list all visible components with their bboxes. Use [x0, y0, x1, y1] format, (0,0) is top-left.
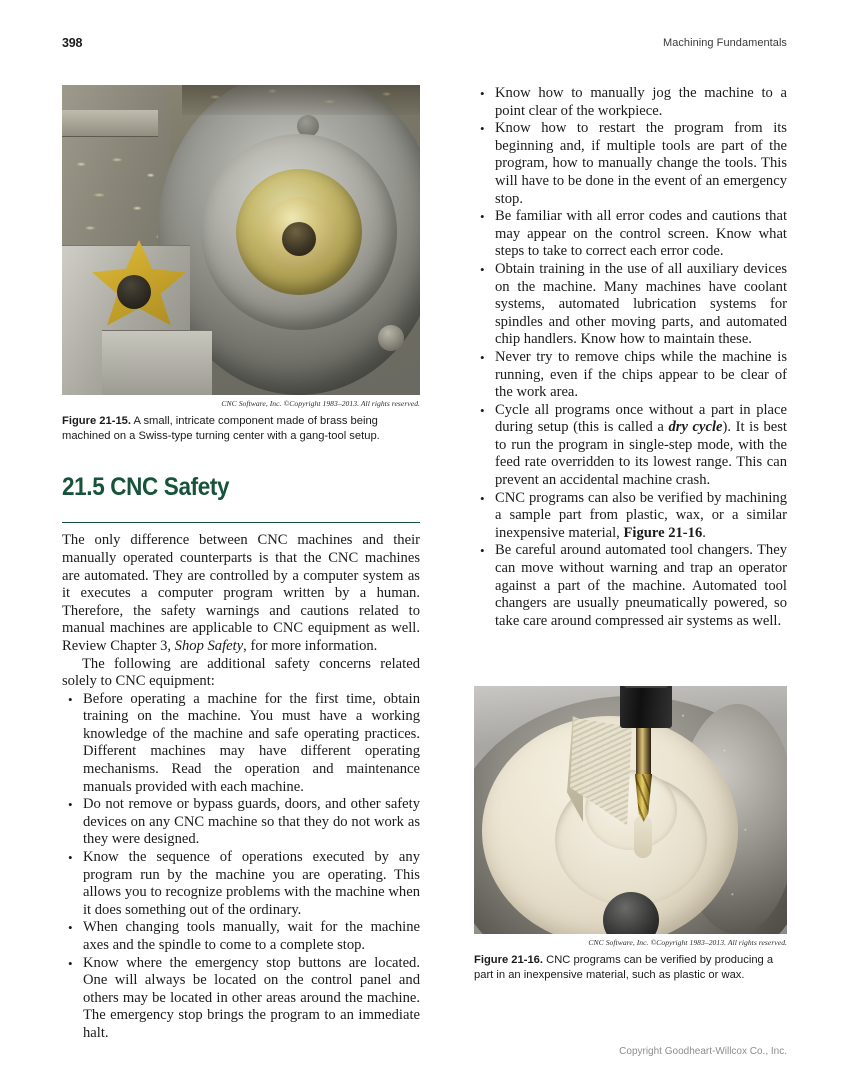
safety-list-left — [62, 691, 420, 1043]
bullet-guards: • Do not remove or bypass guards, doors, and other safety devices on any CNC machine so that they do not work as they were designed. — [62, 796, 420, 849]
page-footer-copyright: Copyright Goodheart-Willcox Co., Inc. — [619, 1046, 787, 1057]
lead-in-paragraph: The following are additional safety concerns related solely to CNC equipment: — [62, 655, 420, 690]
bullet-error-codes: • Be familiar with all error codes and cautions that may appear on the control screen. Know what steps to take to correct each error code. — [474, 208, 787, 261]
bullet-training: • Before operating a machine for the first time, obtain training on the machine. You must have a working knowledge of the machine and safe operating practices. Different machines may have different operating mechanisms. Read the operation and maintenance manuals provided with each machine. — [62, 691, 420, 797]
left-column — [62, 85, 420, 1043]
figure-21-16-reference: Figure 21-16 — [623, 524, 703, 541]
right-column — [474, 85, 787, 982]
plastic-chip — [634, 816, 652, 858]
figure-21-16-caption — [474, 953, 787, 984]
figure-21-16-credit: CNC Software, Inc. ©Copyright 1983–2013. All rights reserved. — [588, 938, 787, 947]
figure-21-15-photo — [62, 85, 420, 395]
dry-cycle-emphasis: dry cycle — [668, 419, 723, 436]
end-mill-shank — [636, 722, 651, 778]
figure-21-15-caption-text: A small, intricate component made of brass being machined on a Swiss-type turning center with a gang-tool setup. — [62, 415, 380, 443]
dry-cycle-text-before: Cycle all programs once without a part in place during setup (this is called a — [495, 401, 787, 436]
spindle-nose — [624, 686, 668, 688]
section-heading: 21.5 CNC Safety — [62, 472, 230, 501]
figure-21-16 — [474, 686, 787, 984]
lower-tool-block — [102, 330, 212, 395]
tool-holder — [620, 686, 672, 728]
bullet-verify — [474, 490, 787, 543]
figure-21-16-label: Figure 21-16. — [474, 954, 544, 966]
dry-cycle-text-after: ). It is best to run the program in single-step mode, with the feed rate overridden to its lowest range. This can prevent an accidental machine crash. — [495, 419, 787, 489]
section-rule — [62, 522, 420, 523]
workpiece-bore — [282, 222, 316, 256]
running-head — [62, 36, 787, 54]
figure-21-15-label: Figure 21-15. — [62, 415, 132, 427]
intro-text-a: The only difference between CNC machines and their manually operated counterparts is that the CNC machines are automated. They are controlled by a computer system as it executes a computer program written by a human. Therefore, the safety warnings and cautions related to manual machines are applicable to CNC equipment as well. Review Chapter 3, — [62, 532, 420, 654]
chip-debris-top — [182, 85, 420, 115]
verify-text-after: . — [702, 524, 706, 541]
bullet-jog: • Know how to manually jog the machine to a point clear of the workpiece. — [474, 85, 787, 120]
bullet-emergency-stop-part1 — [62, 955, 420, 1043]
intro-paragraph — [62, 532, 420, 655]
page-number: 398 — [62, 36, 83, 50]
figure-21-16-photo — [474, 686, 787, 934]
bullet-chips: • Never try to remove chips while the machine is running, even if the chips appear to be clear of the work area. — [474, 349, 787, 402]
book-title: Machining Fundamentals — [662, 37, 787, 49]
intro-text-b: , for more information. — [243, 637, 378, 654]
bullet-dry-cycle — [474, 402, 787, 490]
chapter-reference-title: Shop Safety — [174, 637, 244, 654]
bullet-auxiliary: • Obtain training in the use of all auxiliary devices on the machine. Many machines have coolant systems, automated lubrication systems for spindles and other moving parts, and automated chip handlers. Know how to maintain these. — [474, 261, 787, 349]
figure-21-15-credit: CNC Software, Inc. ©Copyright 1983–2013. All rights reserved. — [221, 399, 420, 408]
figure-21-16-caption-text: CNC programs can be verified by producing a part in an inexpensive material, such as plastic or wax. — [474, 954, 774, 982]
figure-21-15 — [62, 85, 420, 445]
verify-text-before: CNC programs can also be verified by machining a sample part from plastic, wax, or a similar inexpensive material, — [495, 489, 787, 541]
bullet-sequence: • Know the sequence of operations executed by any program run by the machine you are operating. This allows you to recognize problems with the machine when it does something out of the ordinary. — [62, 849, 420, 919]
machine-bolt-icon — [378, 325, 404, 351]
bullet-tool-change: • When changing tools manually, wait for the machine axes and the spindle to come to a complete stop. — [62, 919, 420, 954]
bullet-emergency-stop-text: Know where the emergency stop buttons are located. One will always be located on the control panel and others may be located in other areas around the machine. The emergency stop brings the program to an immediate halt. — [83, 954, 420, 1041]
bullet-restart: • Know how to restart the program from its beginning and, if multiple tools are part of the program, how to manually change the tools. This will have to be done in the event of an emergency stop. — [474, 120, 787, 208]
safety-list-right — [474, 85, 787, 630]
star-insert-hole — [117, 275, 151, 309]
figure-21-15-caption — [62, 414, 420, 445]
tool-bar — [62, 110, 158, 137]
bullet-tool-changers: • Be careful around automated tool changers. They can move without warning and trap an operator against a part of the machine. Automated tool changers are usually pneumatically powered, so take care around compressed air systems as well. — [474, 542, 787, 630]
